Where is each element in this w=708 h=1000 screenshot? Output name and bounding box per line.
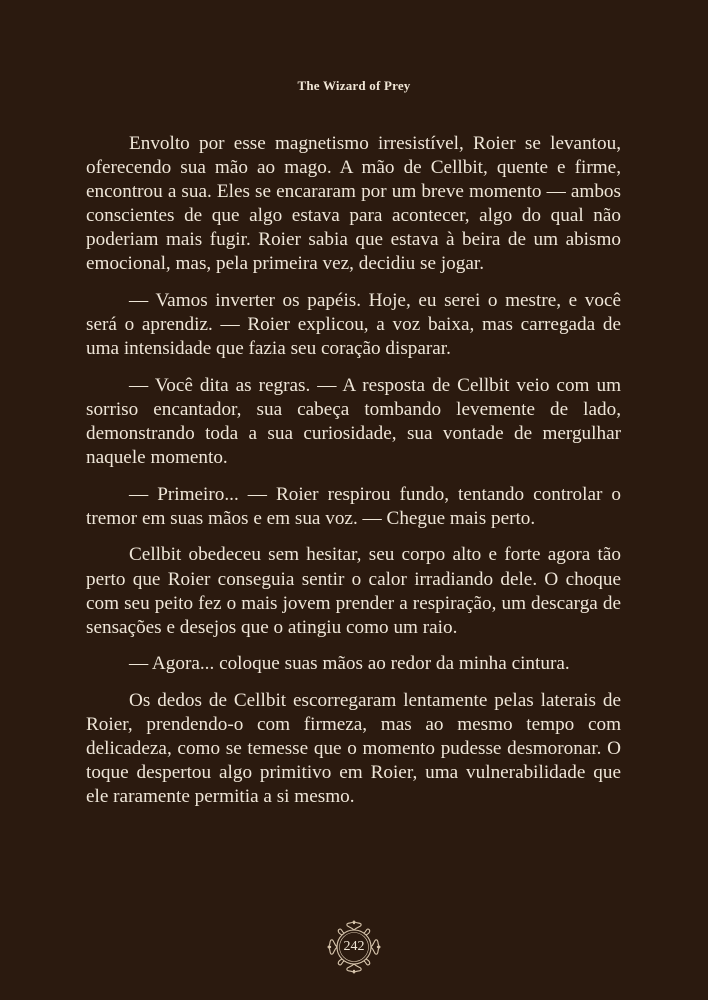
page-number-ornament: [325, 918, 383, 976]
paragraph: — Você dita as regras. — A resposta de Cellbit veio com um sorriso encantador, sua cabeça tombando levemente de lado, demonstrando toda a sua curiosidade, sua vontade de mergulhar naquele momento.: [86, 374, 621, 469]
paragraph: — Agora... coloque suas mãos ao redor da minha cintura.: [129, 653, 570, 675]
paragraph: Os dedos de Cellbit escorregaram lentamente pelas laterais de Roier, prendendo-o com firmeza, mas ao mesmo tempo com delicadeza, como se temesse que o momento pudesse desmoronar. O toque despertou algo primitivo em Roier, uma vulnerabilidade que ele raramente permitia a si mesmo.: [86, 689, 621, 808]
page-number: 242: [343, 939, 365, 954]
paragraph: — Vamos inverter os papéis. Hoje, eu serei o mestre, e você será o aprendiz. — Roier explicou, a voz baixa, mas carregada de uma intensidade que fazia seu coração disparar.: [86, 290, 621, 360]
paragraph: — Primeiro... — Roier respirou fundo, tentando controlar o tremor em suas mãos e em sua voz. — Chegue mais perto.: [86, 483, 621, 529]
running-header-title: The Wizard of Prey: [297, 78, 411, 93]
paragraph: Cellbit obedeceu sem hesitar, seu corpo alto e forte agora tão perto que Roier conseguia sentir o calor irradiando dele. O choque com seu peito fez o mais jovem prender a respiração, um descarga de sensações e desejos que o atingiu como um raio.: [86, 544, 621, 638]
paragraph: Envolto por esse magnetismo irresistível, Roier se levantou, oferecendo sua mão ao mago. A mão de Cellbit, quente e firme, encontrou a sua. Eles se encararam por um breve momento — ambos conscientes de que algo estava para acontecer, algo do qual não poderiam mais fugir. Roier sabia que estava à beira de um abismo emocional, mas, pela primeira vez, decidiu se jogar.: [86, 133, 621, 275]
page-body: [86, 132, 621, 822]
